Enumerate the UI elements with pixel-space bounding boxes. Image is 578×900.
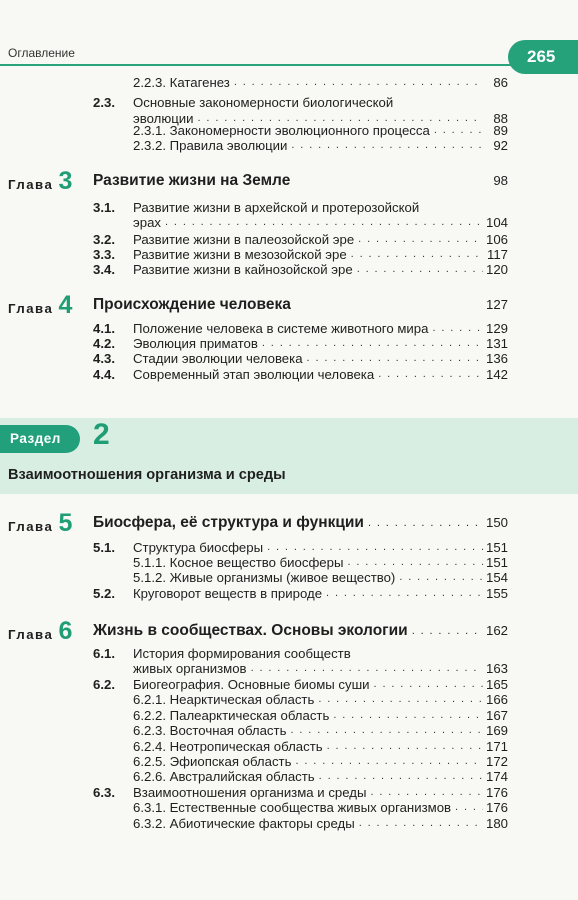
toc-entry[interactable]: Развитие жизни в мезозойской эре . . . 117 [133,247,508,263]
page-number-badge: 265 [508,40,578,74]
toc-entry[interactable]: 6.2.2. Палеарктическая область . . . 167 [133,708,508,724]
chapter-label: Глава 6 [8,617,73,645]
toc-entry[interactable]: эволюции . . . 88 [133,111,508,127]
toc-entry[interactable]: Структура биосферы . . . 151 [133,540,508,556]
toc-entry[interactable]: 2.3.2. Правила эволюции . . . 92 [133,138,508,154]
chapter-heading[interactable]: Жизнь в сообществах. Основы экологии . . . 162 [93,621,508,641]
toc-entry[interactable]: Эволюция приматов . . . 131 [133,336,508,352]
section-number: 6.3. [93,785,115,800]
toc-entry[interactable]: Развитие жизни в кайнозойской эре . . . 120 [133,262,508,278]
chapter-label: Глава 5 [8,509,73,537]
section-number: 3.4. [93,262,115,277]
section-number: 4.2. [93,336,115,351]
chapter-heading[interactable]: Биосфера, её структура и функции . . . 150 [93,513,508,533]
section-number: 5.2. [93,586,115,601]
section-label: Раздел [10,431,61,446]
toc-entry[interactable]: 6.2.1. Неарктическая область . . . 166 [133,692,508,708]
toc-entry[interactable]: Взаимоотношения организма и среды . . . 176 [133,785,508,801]
toc-entry[interactable]: Стадии эволюции человека . . . 136 [133,351,508,367]
section-number: 2.3. [93,95,115,110]
section-number: 3.3. [93,247,115,262]
section-number: 6.1. [93,646,115,661]
section-number: 3.2. [93,232,115,247]
section-number: 4.4. [93,367,115,382]
toc-entry[interactable]: Современный этап эволюции человека . . . 142 [133,367,508,383]
toc-entry[interactable]: Положение человека в системе животного мира . . . 129 [133,321,508,337]
toc-entry[interactable]: 5.1.1. Косное вещество биосферы . . . 151 [133,555,508,571]
toc-entry[interactable]: 6.3.2. Абиотические факторы среды . . . 180 [133,816,508,832]
toc-entry[interactable]: Основные закономерности биологической [133,95,394,110]
section-number: 4.1. [93,321,115,336]
toc-entry[interactable]: 6.2.6. Австралийская область . . . 174 [133,769,508,785]
section-title[interactable]: Взаимоотношения организма и среды [8,467,286,483]
section-number: 3.1. [93,200,115,215]
toc-entry[interactable]: 2.2.3. Катагенез . . . 86 [133,75,508,91]
toc-entry[interactable]: Круговорот веществ в природе . . . 155 [133,586,508,602]
toc-entry[interactable]: эрах . . . 104 [133,215,508,231]
toc-entry[interactable]: 5.1.2. Живые организмы (живое вещество) . . . 154 [133,570,508,586]
toc-entry[interactable]: Развитие жизни в палеозойской эре . . . 106 [133,232,508,248]
toc-entry[interactable]: 6.2.4. Неотропическая область . . . 171 [133,739,508,755]
section-number-large: 2 [93,418,110,451]
section-number: 5.1. [93,540,115,555]
toc-entry[interactable]: 2.3.1. Закономерности эволюционного процесса . . . 89 [133,123,508,139]
running-header: Оглавление [8,46,75,60]
toc-entry[interactable]: Развитие жизни в архейской и протерозойской [133,200,420,215]
header-rule [0,64,578,66]
section-number: 6.2. [93,677,115,692]
chapter-label: Глава 4 [8,291,73,319]
toc-entry[interactable]: живых организмов . . . 163 [133,661,508,677]
toc-entry[interactable]: История формирования сообществ [133,646,351,661]
chapter-label: Глава 3 [8,167,73,195]
chapter-heading[interactable]: Развитие жизни на Земле 98 [93,172,508,189]
toc-entry[interactable]: 6.3.1. Естественные сообщества живых организмов . . . 176 [133,800,508,816]
toc-entry[interactable]: 6.2.5. Эфиопская область . . . 172 [133,754,508,770]
chapter-heading[interactable]: Происхождение человека 127 [93,296,508,313]
toc-entry[interactable]: Биогеография. Основные биомы суши . . . 165 [133,677,508,693]
section-number: 4.3. [93,351,115,366]
toc-entry[interactable]: 6.2.3. Восточная область . . . 169 [133,723,508,739]
